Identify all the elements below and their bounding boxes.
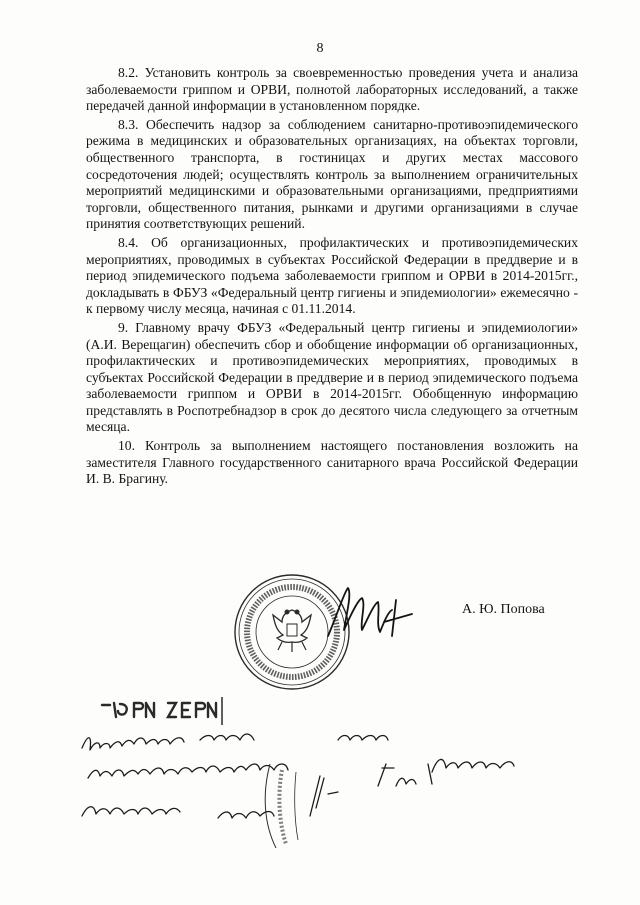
paragraph-8-4: 8.4. Об организационных, профилактических и противоэпидемических мероприятиях, проводимых в субъектах Российской Федерации в преддверие и в период эпидемического подъема заболеваемости гриппом и ОРВИ в 2014-2015гг., докладывать в ФБУЗ «Федеральный центр гигиены и эпидемиологии» ежемесячно - к первому числу месяца, начиная с 01.11.2014. (86, 234, 578, 317)
document-body (86, 65, 578, 490)
paragraph-8-2: 8.2. Установить контроль за своевременностью проведения учета и анализа заболеваемости гриппом и ОРВИ, полнотой лабораторных исследований, а также передачей данной информации в установленном порядке. (86, 65, 578, 114)
paragraph-10: 10. Контроль за выполнением настоящего постановления возложить на заместителя Главного государственного санитарного врача Российской Федерации И. В. Брагину. (86, 438, 578, 487)
signer-name: А. Ю. Попова (462, 602, 545, 617)
copy-stamp-icon (98, 695, 226, 725)
handwritten-note-icon (78, 728, 568, 838)
page-number: 8 (316, 41, 324, 56)
secondary-seal-icon (262, 760, 322, 850)
paragraph-8-3: 8.3. Обеспечить надзор за соблюдением санитарно-противоэпидемического режима в медицинских и образовательных организациях, на объектах торговли, общественного транспорта, в гостиницах и других местах массового сосредоточения людей; осуществлять контроль за выполнением ограничительных мероприятий медицинскими и образовательными организациями, предприятиями торговли, общественного питания, рынками и другими организациями в случае принятия соответствующих решений. (86, 116, 578, 232)
signature-icon (322, 578, 422, 648)
paragraph-9: 9. Главному врачу ФБУЗ «Федеральный центр гигиены и эпидемиологии» (А.И. Верещагин) обеспечить сбор и обобщение информации об организационных, профилактических и противоэпидемических мероприятиях, проводимых в субъектах Российской Федерации в преддверие и в период эпидемического подъема заболеваемости гриппом и ОРВИ в 2014-2015гг. Обобщенную информацию представлять в Роспотребнадзор в срок до десятого числа следующего за отчетным месяца. (86, 319, 578, 435)
